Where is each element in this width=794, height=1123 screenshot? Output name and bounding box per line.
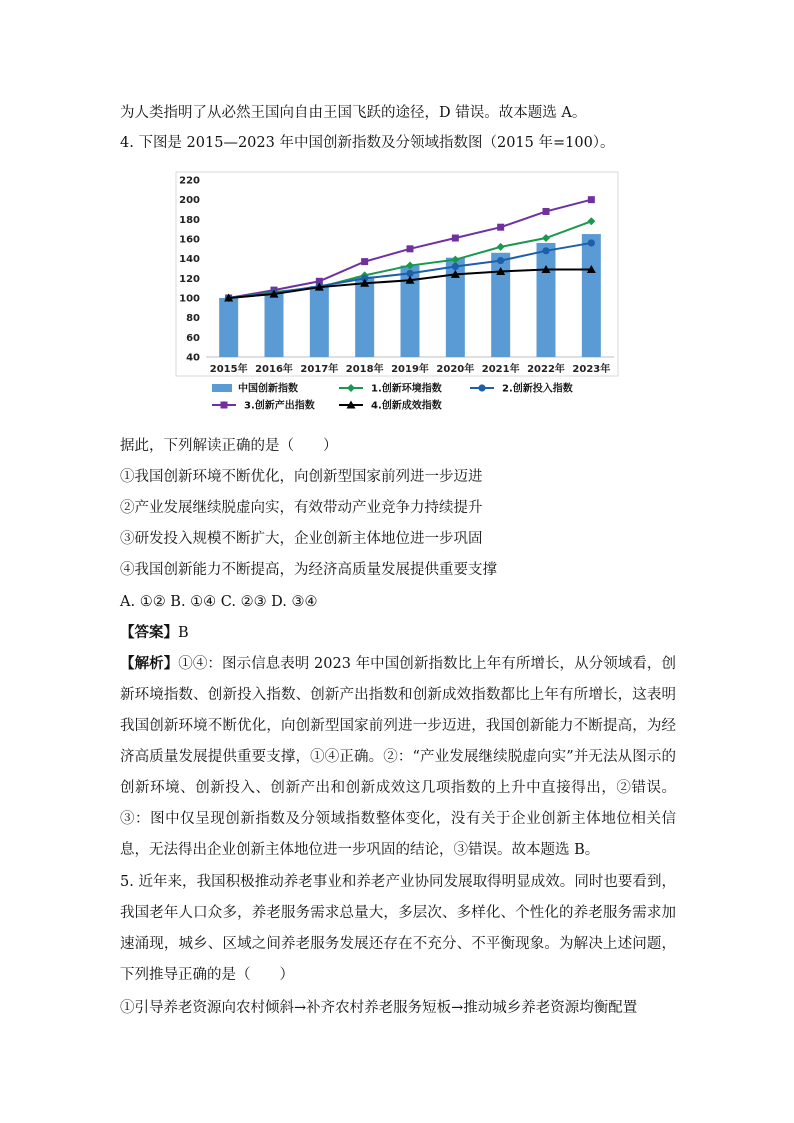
legend-marker: [478, 384, 485, 391]
x-tick-label: 2016年: [255, 364, 293, 375]
y-tick-label: 40: [186, 352, 200, 364]
bar: [265, 293, 284, 357]
question-4-stem: 4. 下图是 2015—2023 年中国创新指数及分领域指数图（2015 年=100）。: [120, 135, 615, 151]
legend-marker: [347, 384, 355, 392]
bar: [219, 298, 238, 357]
legend-marker: [221, 402, 228, 409]
x-tick-label: 2020年: [436, 364, 475, 375]
question-4-option-2: ②产业发展继续脱虚向实，有效带动产业竞争力持续提升: [120, 500, 483, 516]
intro-line: 为人类指明了从必然王国向自由王国飞跃的途径，D 错误。故本题选 A。: [120, 105, 587, 121]
legend-label: 4.创新成效指数: [371, 400, 442, 412]
question-4-option-4: ④我国创新能力不断提高，为经济高质量发展提供重要支撑: [120, 562, 497, 578]
y-tick-label: 160: [179, 234, 200, 246]
legend-label: 中国创新指数: [238, 383, 298, 395]
bar: [537, 243, 556, 357]
x-tick-label: 2015年: [209, 364, 248, 375]
series-point: [543, 208, 550, 215]
bar: [310, 286, 329, 357]
bar: [582, 234, 601, 357]
x-tick-label: 2023年: [572, 364, 611, 375]
answer-line: [120, 623, 189, 643]
answer-label: 【答案】: [120, 624, 178, 641]
y-tick-label: 100: [179, 293, 200, 305]
series-point: [452, 235, 459, 242]
series-point: [542, 234, 550, 242]
legend-swatch: [212, 384, 232, 392]
y-tick-label: 200: [179, 195, 200, 207]
y-tick-label: 220: [179, 175, 200, 187]
x-tick-label: 2017年: [300, 364, 339, 375]
series-point: [587, 217, 595, 225]
question-5-stem: 5. 近年来，我国积极推动养老事业和养老产业协同发展取得明显成效。同时也要看到，我国老年人口众多，养老服务需求总量大，多层次、多样化、个性化的养老服务需求加速涌现，城乡、区域之间养老服务发展还存在不充分、不平衡现象。为解决上述问题，下列推导正确的是（ ）: [120, 874, 676, 983]
question-4-option-3: ③研发投入规模不断扩大，企业创新主体地位进一步巩固: [120, 531, 483, 547]
series-point: [588, 196, 595, 203]
series-point: [361, 258, 368, 265]
y-tick-label: 120: [179, 273, 200, 285]
series-point: [497, 243, 505, 251]
x-tick-label: 2018年: [345, 364, 384, 375]
analysis-text: ①④：图示信息表明 2023 年中国创新指数比上年有所增长，从分领域看，创新环境指数、创新投入指数、创新产出指数和创新成效指数都比上年有所增长，这表明我国创新环境不断优化，向创新型国家前列进一步迈进，我国创新能力不断提高，为经济高质量发展提供重要支撑，①④正确。②：“产业发展继续脱虚向实”并无法从图示的创新环境、创新投入、创新产出和创新成效这几项指数的上升中直接得出，②错误。③：图中仅呈现创新指数及分领域指数整体变化，没有关于企业创新主体地位相关信息，无法得出企业创新主体地位进一步巩固的结论，③错误。故本题选 B。: [120, 656, 676, 858]
question-4-option-1: ①我国创新环境不断优化，向创新型国家前列进一步迈进: [120, 469, 483, 485]
bar: [355, 276, 374, 357]
series-point: [452, 263, 459, 270]
y-tick-label: 180: [179, 214, 200, 226]
x-tick-label: 2019年: [391, 364, 429, 375]
series-point: [588, 239, 595, 246]
series-point: [497, 224, 504, 231]
analysis-label: 【解析】: [120, 655, 179, 672]
question-5-option-1: ①引导养老资源向农村倾斜→补齐农村养老服务短板→推动城乡养老资源均衡配置: [120, 1000, 638, 1016]
x-tick-label: 2022年: [527, 364, 565, 375]
legend-label: 3.创新产出指数: [244, 400, 315, 412]
question-4-lead: 据此，下列解读正确的是（ ）: [120, 438, 338, 454]
x-tick-label: 2021年: [481, 364, 520, 375]
series-point: [407, 245, 414, 252]
legend-label: 1.创新环境指数: [371, 383, 442, 395]
legend-label: 2.创新投入指数: [502, 383, 573, 395]
series-point: [542, 247, 549, 254]
answer-value: B: [178, 625, 189, 641]
y-tick-label: 60: [186, 332, 200, 344]
y-tick-label: 140: [179, 254, 200, 266]
analysis-paragraph: [120, 648, 676, 866]
series-point: [497, 257, 504, 264]
question-4-choices: A. ①② B. ①④ C. ②③ D. ③④: [120, 594, 318, 610]
y-tick-label: 80: [186, 313, 200, 325]
